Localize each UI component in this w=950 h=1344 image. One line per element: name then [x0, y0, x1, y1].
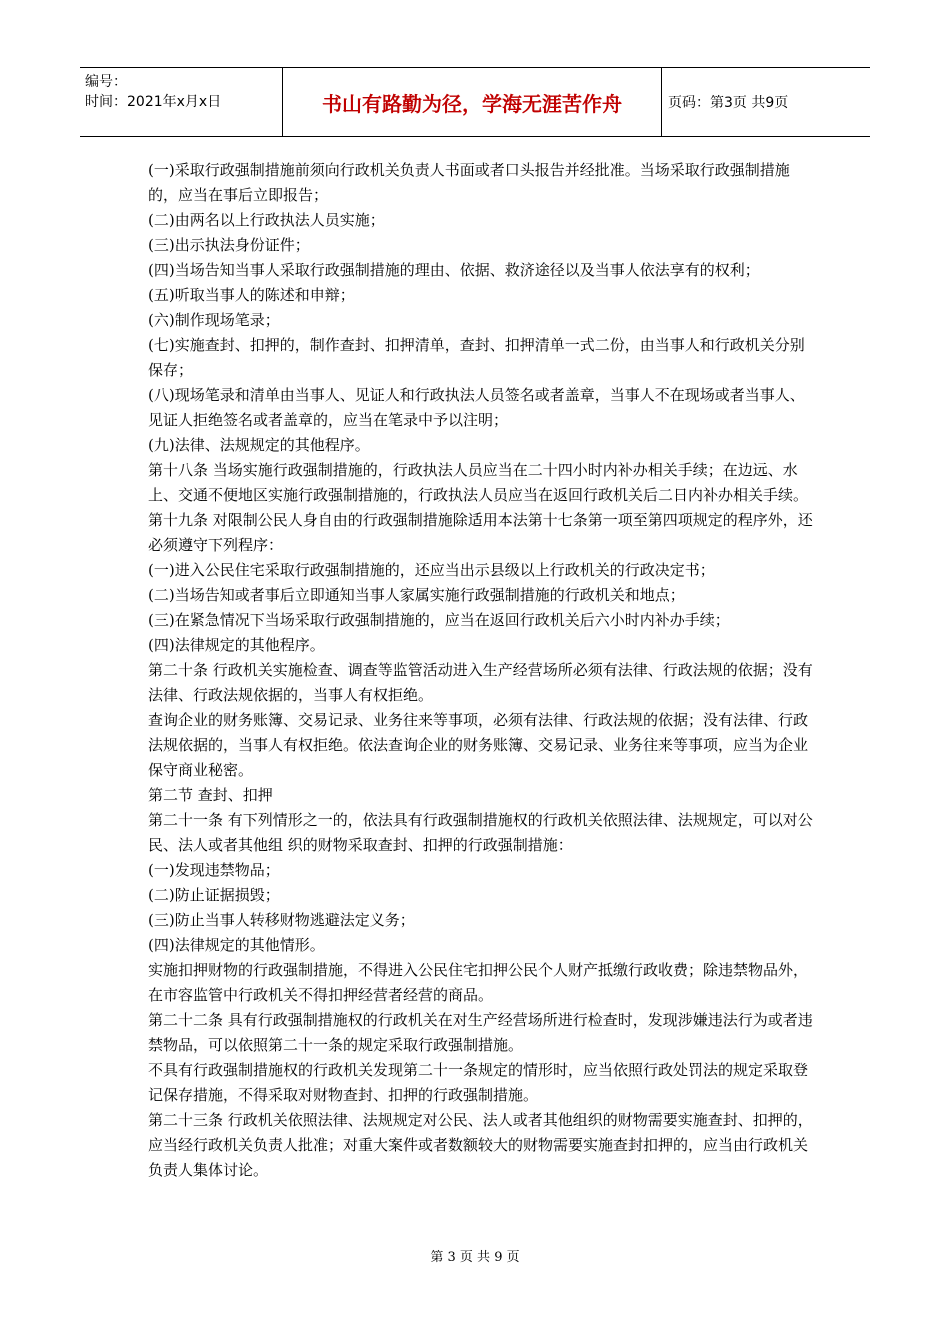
article-19: 第十九条 对限制公民人身自由的行政强制措施除适用本法第十七条第一项至第四项规定的程序外，还必须遵守下列程序： [148, 511, 813, 554]
article-20: 第二十条 行政机关实施检查、调查等监管活动进入生产经营场所必须有法律、行政法规的依据；没有法律、行政法规依据的，当事人有权拒绝。 [148, 661, 813, 704]
section-heading: 第二节 查封、扣押 [148, 786, 273, 804]
paragraph: (五)听取当事人的陈述和申辩； [148, 286, 355, 304]
paragraph: (六)制作现场笔录； [148, 311, 280, 329]
article-18: 第十八条 当场实施行政强制措施的，行政执法人员应当在二十四小时内补办相关手续；在边远、水上、交通不便地区实施行政强制措施的，行政执法人员应当在返回行政机关后二日内补办相关手续。 [148, 461, 809, 504]
paragraph: (七)实施查封、扣押的，制作查封、扣押清单，查封、扣押清单一式二份，由当事人和行政机关分别保存； [148, 336, 805, 379]
header-meta [80, 68, 283, 136]
paragraph: (三)防止当事人转移财物逃避法定义务； [148, 911, 415, 929]
header-motto: 书山有路勤为径，学海无涯苦作舟 [283, 68, 662, 136]
header-page-code: 页码：第3页 共9页 [668, 95, 789, 111]
paragraph: (二)当场告知或者事后立即通知当事人家属实施行政强制措施的行政机关和地点； [148, 586, 685, 604]
paragraph: (三)出示执法身份证件； [148, 236, 310, 254]
paragraph: (一)进入公民住宅采取行政强制措施的，还应当出示县级以上行政机关的行政决定书； [148, 561, 715, 579]
paragraph: (二)防止证据损毁； [148, 886, 280, 904]
paragraph: (八)现场笔录和清单由当事人、见证人和行政执法人员签名或者盖章，当事人不在现场或者当事人、见证人拒绝签名或者盖章的，应当在笔录中予以注明； [148, 386, 805, 429]
document-body [148, 158, 813, 1183]
paragraph: (一)采取行政强制措施前须向行政机关负责人书面或者口头报告并经批准。当场采取行政强制措施的，应当在事后立即报告； [148, 161, 790, 204]
paragraph: (四)法律规定的其他情形。 [148, 936, 325, 954]
paragraph: (二)由两名以上行政执法人员实施； [148, 211, 385, 229]
paragraph: 实施扣押财物的行政强制措施，不得进入公民住宅扣押公民个人财产抵缴行政收费；除违禁物品外，在市容监管中行政机关不得扣押经营者经营的商品。 [148, 961, 809, 1004]
article-21: 第二十一条 有下列情形之一的，依法具有行政强制措施权的行政机关依照法律、法规规定，可以对公民、法人或者其他组 织的财物采取查封、扣押的行政强制措施： [148, 811, 813, 854]
paragraph: (九)法律、法规规定的其他程序。 [148, 436, 370, 454]
document-number-label: 编号： [85, 74, 127, 90]
paragraph: (三)在紧急情况下当场采取行政强制措施的，应当在返回行政机关后六小时内补办手续； [148, 611, 730, 629]
paragraph: (四)法律规定的其他程序。 [148, 636, 325, 654]
paragraph: (四)当场告知当事人采取行政强制措施的理由、依据、救济途径以及当事人依法享有的权利； [148, 261, 760, 279]
page-footer: 第 3 页 共 9 页 [430, 1250, 520, 1265]
article-22: 第二十二条 具有行政强制措施权的行政机关在对生产经营场所进行检查时，发现涉嫌违法行为或者违禁物品，可以依照第二十一条的规定采取行政强制措施。 [148, 1011, 813, 1054]
paragraph: 不具有行政强制措施权的行政机关发现第二十一条规定的情形时，应当依照行政处罚法的规定采取登记保存措施，不得采取对财物查封、扣押的行政强制措施。 [148, 1061, 809, 1104]
document-date: 时间：2021年x月x日 [85, 94, 222, 110]
paragraph: (一)发现违禁物品； [148, 861, 280, 879]
paragraph: 查询企业的财务账簿、交易记录、业务往来等事项，必须有法律、行政法规的依据；没有法律、行政法规依据的，当事人有权拒绝。依法查询企业的财务账簿、交易记录、业务往来等事项，应当为企业保守商业秘密。 [148, 711, 809, 779]
article-23: 第二十三条 行政机关依照法律、法规规定对公民、法人或者其他组织的财物需要实施查封、扣押的，应当经行政机关负责人批准；对重大案件或者数额较大的财物需要实施查封扣押的，应当由行政机关负责人集体讨论。 [148, 1111, 813, 1179]
page-header [80, 67, 870, 137]
